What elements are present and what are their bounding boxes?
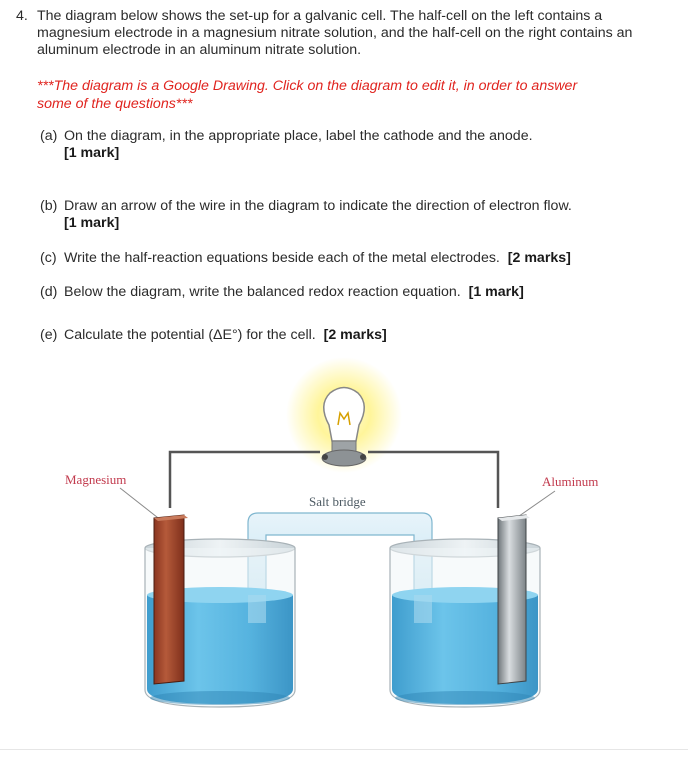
galvanic-cell-diagram[interactable]	[50, 355, 630, 740]
part-label: (d)	[40, 284, 58, 300]
part-marks: [2 marks]	[507, 250, 571, 266]
part-e	[40, 327, 387, 344]
editing-note: ***The diagram is a Google Drawing. Click on the diagram to edit it, in order to answer some of the questions***	[37, 78, 578, 112]
part-text: Below the diagram, write the balanced redox reaction equation.	[64, 284, 461, 300]
divider	[0, 749, 688, 750]
aluminum-label: Aluminum	[542, 474, 599, 489]
question-number: 4.	[16, 8, 28, 24]
part-marks: [1 mark]	[468, 284, 524, 300]
part-text: Write the half-reaction equations beside each of the metal electrodes.	[64, 250, 500, 266]
part-label: (c)	[40, 250, 57, 266]
part-d	[40, 284, 524, 301]
magnesium-electrode	[154, 515, 188, 684]
part-label: (a)	[40, 128, 58, 144]
part-text: Draw an arrow of the wire in the diagram to indicate the direction of electron flow.	[64, 198, 572, 214]
part-marks: [1 mark]	[64, 145, 120, 161]
salt-bridge-left-leg	[248, 595, 266, 623]
magnesium-leader-line	[120, 488, 162, 521]
part-c	[40, 250, 571, 267]
salt-bridge-label: Salt bridge	[309, 494, 366, 509]
part-marks: [1 mark]	[64, 215, 120, 231]
part-label: (e)	[40, 327, 58, 343]
salt-bridge-right-leg	[414, 595, 432, 623]
light-bulb-icon	[322, 388, 366, 467]
part-marks: [2 marks]	[323, 327, 387, 343]
part-b	[40, 198, 572, 232]
part-text: Calculate the potential (ΔE°) for the cell.	[64, 327, 316, 343]
question-text: The diagram below shows the set-up for a galvanic cell. The half-cell on the left contains a magnesium electrode in a magnesium nitrate solution, and the half-cell on the right contains an aluminum electrode in an aluminum nitrate solution.	[37, 8, 633, 58]
part-a	[40, 128, 533, 162]
aluminum-electrode	[498, 515, 530, 684]
part-text: On the diagram, in the appropriate place, label the cathode and the anode.	[64, 128, 533, 144]
magnesium-label: Magnesium	[65, 472, 127, 487]
part-label: (b)	[40, 198, 58, 214]
question-intro	[16, 8, 636, 59]
